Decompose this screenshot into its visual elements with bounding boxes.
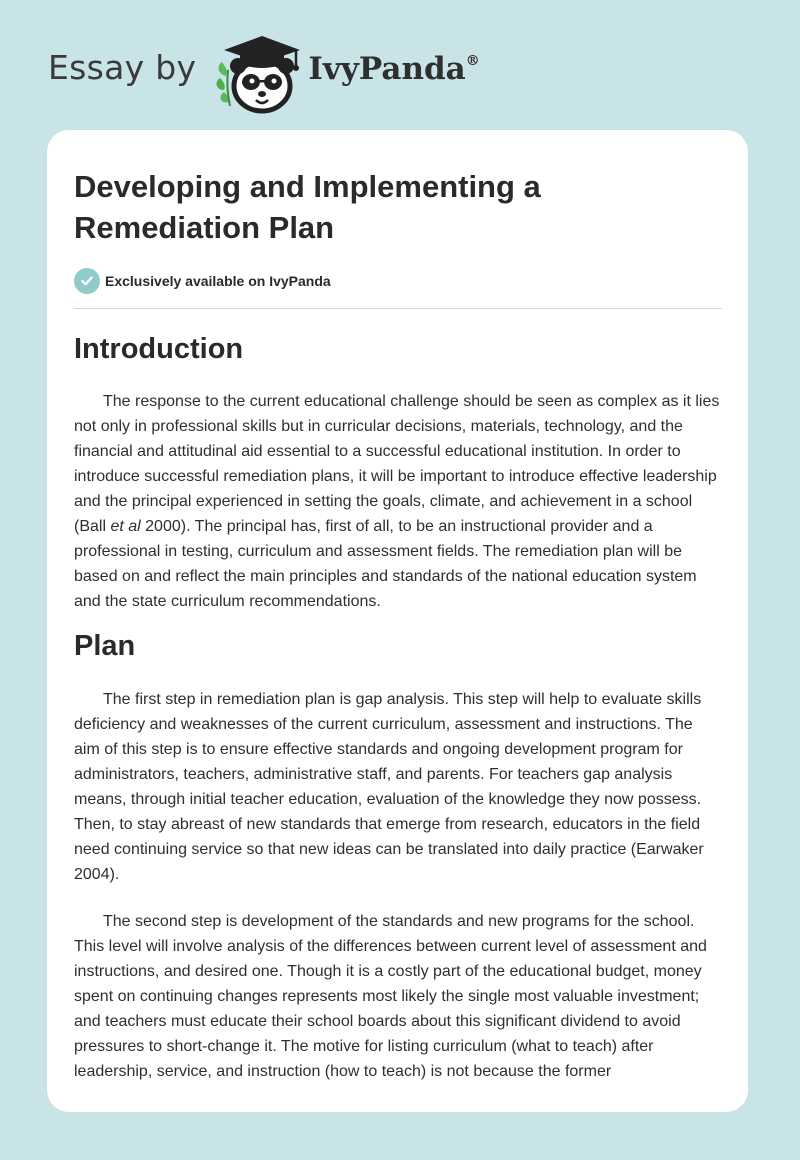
section-introduction xyxy=(74,329,722,614)
divider xyxy=(74,308,722,309)
brand-name[interactable] xyxy=(308,51,479,87)
citation-italic: et al xyxy=(110,518,141,535)
paragraph: The response to the current educational challenge should be seen as complex as it lies not only in professional skills but in curricular decisions, materials, technology, and the financial and attitudinal aid essential to a successful educational institution. In order to introduce successful remediation plans, it will be important to introduce effective leadership and the principal experienced in setting the goals, climate, and achievement in a school (Ball et al 2000). The principal has, first of all, to be an instructional provider and a professional in testing, curriculum and assessment fields. The remediation plan will be based on and reflect the main principles and standards of the national education system and the state curriculum recommendations. xyxy=(74,393,720,610)
brand-label: IvyPanda xyxy=(308,51,466,87)
ivypanda-logo-icon[interactable] xyxy=(212,30,304,114)
exclusive-badge xyxy=(74,268,722,294)
paragraph: The first step in remediation plan is gap analysis. This step will help to evaluate skills deficiency and weaknesses of the current curriculum, assessment and instructions. The aim of this step is to ensure effective standards and ongoing development program for administrators, teachers, administrative staff, and parents. For teachers gap analysis means, through initial teacher education, evaluation of the knowledge they now possess. Then, to stay abreast of new standards that emerge from research, educators in the field need continuing service so that new ideas can be translated into daily practice (Earwaker 2004). xyxy=(74,691,704,883)
essay-card xyxy=(47,130,748,1112)
site-header xyxy=(48,30,480,114)
registered-mark: ® xyxy=(465,53,480,69)
section-plan xyxy=(74,626,722,1084)
essay-by-label: Essay by xyxy=(48,47,197,87)
section-heading: Introduction xyxy=(74,333,244,365)
section-heading: Plan xyxy=(74,630,136,662)
check-circle-icon xyxy=(74,268,100,294)
exclusive-label: Exclusively available on IvyPanda xyxy=(105,273,331,289)
essay-title: Developing and Implementing a Remediation Plan xyxy=(74,169,541,245)
paragraph: The second step is development of the standards and new programs for the school. This level will involve analysis of the differences between current level of assessment and instructions, and desired one. Though it is a costly part of the educational budget, money spent on continuing changes represents most likely the single most valuable investment; and teachers must educate their school boards about this significant dividend to avoid pressures to short-change it. The motive for listing curriculum (what to teach) after leadership, service, and instruction (how to teach) is not because the former xyxy=(74,913,707,1080)
